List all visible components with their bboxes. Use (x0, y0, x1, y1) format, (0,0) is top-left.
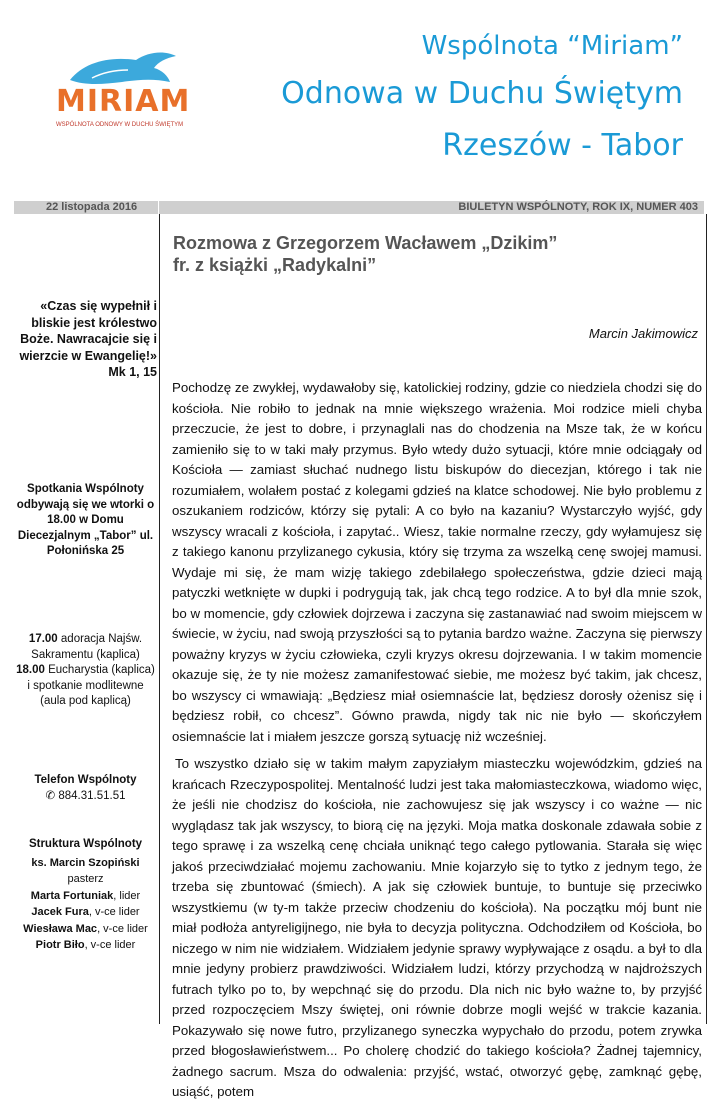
schedule-time-2: 18.00 (16, 664, 45, 676)
article-author: Marcin Jakimowicz (588, 326, 698, 341)
article (159, 214, 707, 1099)
article-title (173, 232, 557, 276)
article-body (172, 378, 702, 1103)
member-role: , v-ce lider (84, 939, 136, 951)
meetings-info: Spotkania Wspólnoty odbywają się we wtorki o 18.00 w Domu Diecezjalnym „Tabor” ul. Połonińska 25 (16, 483, 155, 557)
member-role: , v-ce lider (88, 906, 140, 918)
phone-label: Telefon Wspólnoty (34, 774, 137, 786)
sidebar (14, 214, 157, 1024)
title-line-2: Odnowa w Duchu Świętym (281, 76, 683, 111)
logo-wordmark: MIRIAM (56, 84, 191, 119)
article-title-line-2: fr. z książki „Radykalni” (173, 255, 377, 275)
meta-divider (158, 201, 159, 214)
member-role: pasterz (67, 873, 104, 885)
issue-number: BIULETYN WSPÓLNOTY, ROK IX, NUMER 403 (458, 201, 698, 213)
member-name: Piotr Biło (35, 939, 85, 951)
title-line-3: Rzeszów - Tabor (442, 128, 683, 163)
meta-bar (14, 201, 704, 214)
phone-number: 884.31.51.51 (58, 790, 126, 802)
article-title-line-1: Rozmowa z Grzegorzem Wacławem „Dzikim” (173, 233, 558, 253)
member-row (14, 904, 157, 921)
schedule-text-2: Eucharystia (kaplica) i spotkanie modlitewne (aula pod kaplicą) (27, 664, 155, 707)
sidebar-quote: «Czas się wypełnił i bliskie jest królestwo Boże. Nawracajcie się i wierzcie w Ewangelię!» Mk 1, 15 (19, 299, 157, 379)
masthead-title (281, 30, 683, 166)
structure-info (14, 836, 157, 954)
title-line-1: Wspólnota “Miriam” (421, 31, 683, 61)
member-name: ks. Marcin Szopiński (31, 856, 140, 869)
structure-label: Struktura Wspólnoty (28, 838, 143, 850)
member-role: , v-ce lider (97, 922, 148, 935)
schedule-text-1: adoracja Najśw. Sakramentu (kaplica) (31, 633, 143, 661)
member-row (14, 937, 157, 954)
phone-info (14, 772, 157, 804)
member-role: , lider (113, 889, 141, 902)
article-paragraph: Pochodzę ze zwykłej, wydawałoby się, katolickiej rodziny, gdzie co niedziela chodzi się do kościoła. Nie robiło to jednak na mnie większego wrażenia. Moi rodzice mieli chyba przeczucie, że jest to dobre, i przynaglali nas do chodzenia na Msze tak, że w końcu zamieniło się to w taki mały przymus. Było wtedy dużo sytuacji, które mnie odciągały od Kościoła — zamiast słuchać nudnego listu biskupów do diecezjan, którego i tak nie rozumiałem, wolałem postać z kolegami gdzieś na klatce schodowej. Nie było problemu z oszukaniem rodziców, którzy się pytali: A co było na kazaniu? Wystarczyło wyjść, gdy wszyscy wracali z kościoła, i zapytać.. Wiesz, takie normalne rzeczy, gdy wyłamujesz się z takiego kanonu przylizanego cykusia, który się trzyma za wszelką cenę swojej mamusi. Wydaje mi się, że mam wizję takiego zdebilałego społeczeństwa, gdzie dzieci mają patyczki wetknięte w dupki i podrygują tak, jak chcą tego rodzice. A to był dla mnie szok, bo w momencie, gdy człowiek dojrzewa i zaczyna się zastanawiać nad swoim miejscem w świecie, w życiu, nad swoją przyszłości są to pytania bardzo ważne. Zaczyna się pierwszy poważny kryzys w życiu człowieka, czyli kryzys okresu dojrzewania. I w takim momencie okazuje się, że ty nie możesz zamanifestować siebie, me możesz być takim, jak chcesz, bo wszyscy ci wmawiają: „Będziesz miał osiemnaście lat, będziesz dorosły ożenisz się i będziesz robił, co chcesz”. Gówno prawda, nigdy tak nic nie było — skończyłem osiemnaście lat i miałem jeszcze gorszą sytuację niż wcześniej. (172, 380, 702, 744)
member-row (14, 855, 157, 872)
member-name: Wiesława Mac (23, 922, 98, 935)
schedule-info (14, 632, 157, 710)
article-paragraph: To wszystko działo się w takim małym zapyziałym miasteczku wojewódzkim, gdzieś na krańcach Rzeczypospolitej. Mentalność ludzi jest taka małomiasteczkowa, wiadomo więc, że jeśli nie chodzisz do kościoła, nie zachowujesz się jak wszyscy i co ważne — nic wyglądasz tak jak wszyscy, to biorą cię na języki. Moja matka doskonale zdawała sobie z tego sprawę i za wszelką cenę chciała uniknąć tego całego pytlowania. Starała się więc jakoś przeciwdziałać mojemu zachowaniu. Mnie kojarzyło się to tytko z jednym tego, że trzeba się zbuntować (śmiech). A jak się człowiek buntuje, to buntuje się przeciwko wszystkiemu (w ty-m także przeciw chodzeniu do kościoła). Na początku mój bunt nie miał podłoża antyreligijnego, nie była to decyzja polityczna. Odchodziłem od Kościoła, bo niczego w nim nie widziałem. Widziałem jedynie sprawy wypływające z osądu. a był to dla mnie jedyny probierz prawdziwości. Widziałem ludzi, którzy przychodzą w najdroższych futrach tylko po to, by wepchnąć się do przodu. Dla nich nic było ważne to, by przyjść przed rozpoczęciem Mszy świętej, oni równie dobrze mogli wejść w trakcie kazania. Pokazywało się nowe futro, przylizanego syneczka wypychało do przodu, potem zrywka przed błogosławieństwem... Po cholerę chodzić do takiego kościoła? Żadnej tajemnicy, żadnego sacrum. Msza do odwalenia: przyjść, wstać, otworzyć gębę, zamknąć gębę, usiąść, potem (172, 756, 702, 1099)
member-name: Marta Fortuniak (30, 889, 114, 902)
member-name: Jacek Fura (31, 906, 89, 918)
schedule-time-1: 17.00 (28, 633, 58, 645)
issue-date: 22 listopada 2016 (46, 201, 138, 213)
member-row (14, 888, 157, 905)
member-row (14, 921, 157, 938)
phone-icon: ✆ (45, 790, 56, 802)
logo-subtext: WSPÓLNOTA ODNOWY W DUCHU ŚWIĘTYM (56, 122, 184, 128)
miriam-logo (52, 48, 191, 148)
